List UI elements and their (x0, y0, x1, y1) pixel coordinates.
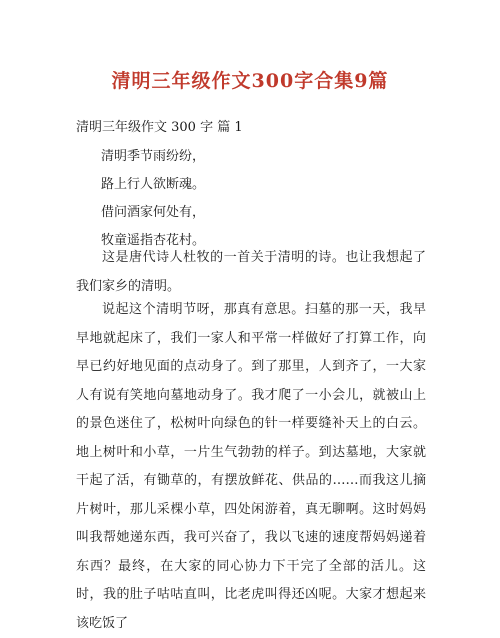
poem-line: 清明季节雨纷纷， (101, 149, 206, 164)
poem (101, 147, 205, 259)
body-paragraph: 这是唐代诗人杜牧的一首关于清明的诗。也让我想起了我们家乡的清明。 (76, 250, 426, 294)
poem-line: 牧童遥指杏花村。 (101, 233, 206, 248)
poem-line: 路上行人欲断魂。 (101, 177, 206, 192)
section-heading: 清明三年级作文 300 字 篇 1 (76, 120, 243, 135)
poem-line: 借问酒家何处有， (101, 205, 206, 220)
document-title: 清明三年级作文300字合集9篇 (111, 70, 389, 92)
body-paragraph: 说起这个清明节呀，那真有意思。扫墓的那一天，我早早地就起床了，我们一家人和平常一样做好了打算工作，向早已约好地见面的点动身了。到了那里，人到齐了，一大家人有说有笑地向墓地动身了。我才爬了一小会儿，就被山上的景色迷住了，松树叶向绿色的针一样要缝补天上的白云。地上树叶和小草，一片生气勃勃的样子。到达墓地，大家就干起了活，有锄草的，有摆放鲜花、供品的……而我这儿摘片树叶，那儿采棵小草，四处闲游着，真无聊啊。这时妈妈叫我帮她递东西，我可兴奋了，我以飞速的速度帮妈妈递着东西？最终，在大家的同心协力下干完了全部的活儿。这时，我的肚子咕咕直叫，比老虎叫得还凶呢。大家才想起来该吃饭了 (76, 302, 426, 631)
